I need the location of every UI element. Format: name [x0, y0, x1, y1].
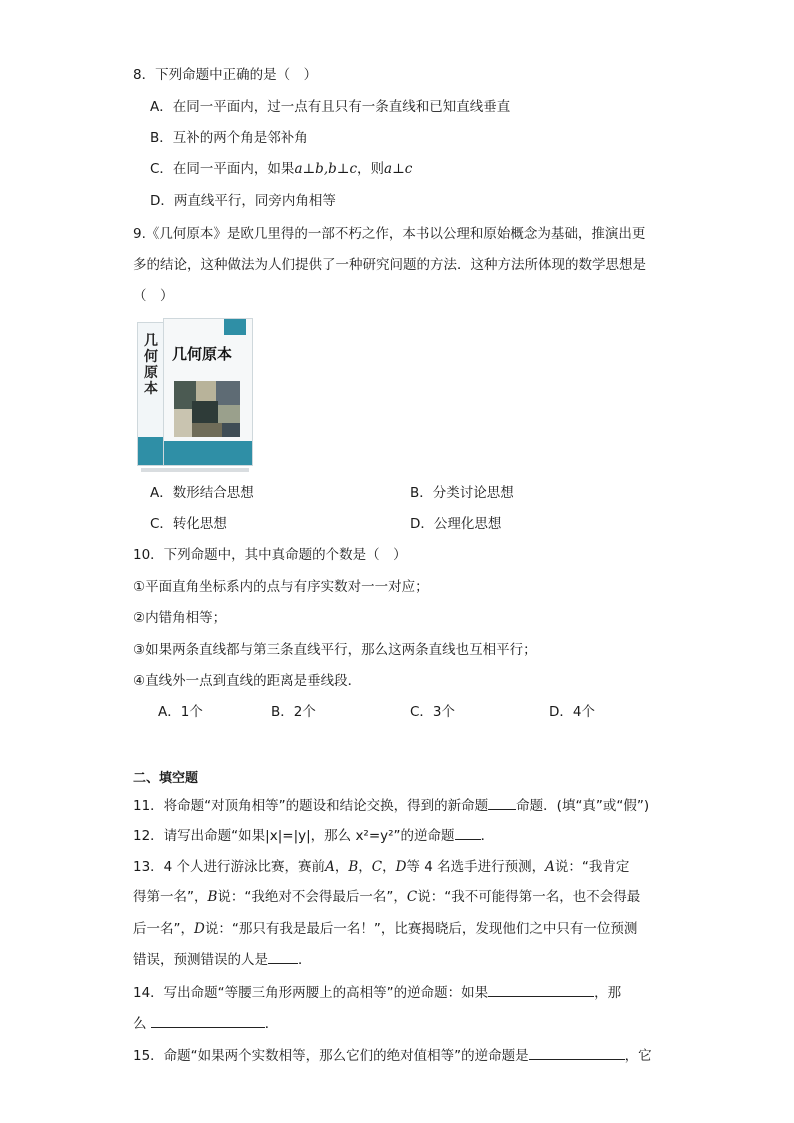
q10-statement-1: ①平面直角坐标系内的点与有序实数对一一对应； [133, 579, 429, 595]
q14-text: ． [264, 1016, 279, 1032]
q12-answer-blank[interactable] [455, 827, 481, 840]
q10-option-d: D．4个 [549, 704, 595, 720]
q13-var-c: C [371, 859, 383, 875]
q13-var-d: D [395, 859, 407, 875]
q13-text: 错误，预测错误的人是 [133, 952, 268, 968]
q14-line2 [133, 1015, 278, 1033]
q13-text: 说：“我绝对不会得最后一名”， [217, 889, 407, 905]
q13-text: 得第一名”， [133, 889, 208, 905]
q8-option-c-mid: ，则 [357, 161, 385, 177]
book-cover-image [137, 318, 251, 468]
q13-var-b: B [348, 859, 359, 875]
q13-text: ， [382, 859, 396, 875]
q8-option-d: D．两直线平行，同旁内角相等 [150, 193, 336, 209]
book-title: 几何原本 [172, 345, 233, 363]
q8-option-a: A．在同一平面内，过一点有且只有一条直线和已知直线垂直 [150, 99, 511, 115]
q10-stem: 10．下列命题中，其中真命题的个数是（ ） [133, 547, 407, 563]
book-badge [224, 319, 246, 335]
q13-answer-blank[interactable] [268, 951, 298, 964]
q15-text: 15．命题“如果两个实数相等，那么它们的绝对值相等”的逆命题是 [133, 1048, 529, 1064]
q13-var-a: A [325, 859, 335, 875]
q9-option-d: D．公理化思想 [410, 516, 502, 532]
q10-statement-2: ②内错角相等； [133, 610, 227, 626]
q8-option-c-math1: a⊥b,b⊥c [294, 161, 358, 177]
q14-text: ，那 [594, 985, 622, 1001]
q12 [133, 827, 494, 845]
section-heading-fill-in: 二、填空题 [133, 771, 199, 786]
q13-text: 说：“我肯定 [554, 859, 630, 875]
q12-text-before: 12．请写出命题“如果|x|=|y|，那么 x²=y²”的逆命题 [133, 828, 455, 844]
q9-stem-line1: 9.《几何原本》是欧几里得的一部不朽之作，本书以公理和原始概念为基础，推演出更 [133, 226, 646, 242]
q13-var-c: C [406, 889, 418, 905]
q13-text: ， [334, 859, 349, 875]
book-cover-art [174, 381, 240, 437]
q11-answer-blank[interactable] [488, 797, 516, 810]
q10-option-b: B．2个 [271, 704, 316, 720]
q11-text-before: 11．将命题“对顶角相等”的题设和结论交换，得到的新命题 [133, 798, 489, 814]
q13-text: 说：“那只有我是最后一名！”，比赛揭晓后，发现他们之中只有一位预测 [204, 921, 638, 937]
q15-text: ，它 [624, 1048, 652, 1064]
q10-statement-3: ③如果两条直线都与第三条直线平行，那么这两条直线也互相平行； [133, 642, 537, 658]
book-spine-title: 几何原本 [144, 333, 158, 397]
q13-text: ． [298, 952, 312, 968]
q10-statement-4: ④直线外一点到直线的距离是垂线段． [133, 673, 362, 689]
q13-text: 后一名”， [133, 921, 194, 937]
q13-text: 等 4 名选手进行预测， [406, 859, 546, 875]
book-front [163, 318, 253, 466]
q9-stem-line3: （ ） [133, 288, 174, 304]
q8-option-b: B．互补的两个角是邻补角 [150, 130, 308, 146]
q10-option-a: A．1个 [158, 704, 203, 720]
book-spine-band [138, 437, 164, 465]
q9-stem-line2: 多的结论，这种做法为人们提供了一种研究问题的方法．这种方法所体现的数学思想是 [133, 257, 646, 273]
q8-option-c-math2: a⊥c [384, 161, 413, 177]
q13-text: 13．4 个人进行游泳比赛，赛前 [133, 859, 326, 875]
q8-option-c [150, 160, 412, 178]
q14-answer-blank-then[interactable] [151, 1015, 265, 1028]
q14-text: 么 [133, 1016, 147, 1032]
q9-option-b: B．分类讨论思想 [410, 485, 514, 501]
q14-text: 14．写出命题“等腰三角形两腰上的高相等”的逆命题：如果 [133, 985, 489, 1001]
q14-line1 [133, 984, 621, 1002]
q13-line1 [133, 858, 629, 876]
book-spine [137, 322, 165, 466]
q9-option-c: C．转化思想 [150, 516, 227, 532]
book-bottom-band [164, 441, 252, 465]
q13-line3 [133, 920, 637, 938]
q13-text: ， [358, 859, 372, 875]
q8-option-c-prefix: C．在同一平面内，如果 [150, 161, 295, 177]
q13-line2 [133, 888, 640, 906]
q13-var-a: A [545, 859, 555, 875]
q13-var-d: D [194, 921, 205, 937]
q15-line1 [133, 1047, 652, 1065]
q10-option-c: C．3个 [410, 704, 456, 720]
q15-answer-blank[interactable] [529, 1047, 625, 1060]
q9-option-a: A．数形结合思想 [150, 485, 254, 501]
q11 [133, 797, 649, 815]
book-shadow [141, 468, 249, 472]
q13-var-b: B [207, 889, 218, 905]
q13-line4 [133, 951, 312, 969]
q8-stem: 8．下列命题中正确的是（ ） [133, 67, 318, 83]
q14-answer-blank-if[interactable] [488, 984, 594, 997]
q11-text-after: 命题．(填“真”或“假”) [516, 798, 650, 814]
q13-text: 说：“我不可能得第一名，也不会得最 [417, 889, 641, 905]
q12-text-after: ． [480, 828, 495, 844]
